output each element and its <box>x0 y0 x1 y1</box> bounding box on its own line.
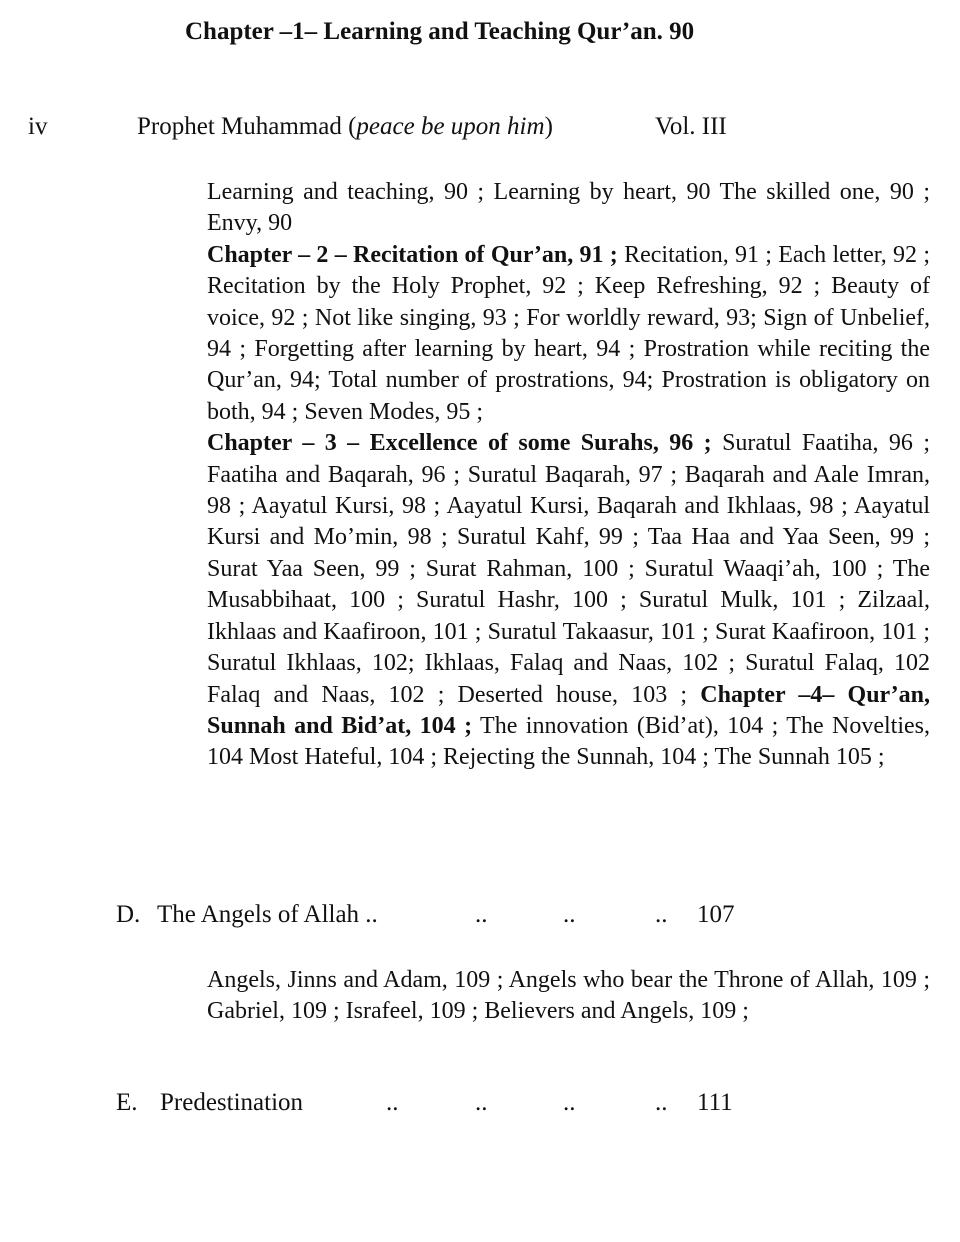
section-letter: D. <box>116 901 141 928</box>
chapter-3-heading: Chapter – 3 – Excellence of some Surahs, 96 ; <box>207 430 712 457</box>
running-head-title-start: Prophet Muhammad ( <box>137 113 357 140</box>
chapter-1-entries: Learning and teaching, 90 ; Learning by heart, 90 The skilled one, 90 ; Envy, 90 <box>207 179 930 237</box>
running-head-title <box>137 113 553 141</box>
section-page-number: 107 <box>697 901 735 928</box>
leader-dots: .. <box>655 1089 668 1116</box>
leader-dots: .. <box>563 1089 576 1116</box>
leader-dots: .. <box>386 1089 399 1116</box>
chapter-3-entries: Suratul Faatiha, 96 ; Faatiha and Baqarah, 96 ; Suratul Baqarah, 97 ; Baqarah and Aale Imran, 98 ; Aayatul Kursi, 98 ; Aayatul Kursi, Baqarah and Ikhlaas, 98 ; Aayatul Kursi and Mo’min, 98 ; Suratul Kahf, 99 ; Taa Haa and Yaa Seen, 99 ; Surat Yaa Seen, 99 ; Surat Rahman, 100 ; Suratul Waaqi’ah, 100 ; The Musabbihaat, 100 ; Suratul Hashr, 100 ; Suratul Mulk, 101 ; Zilzaal, Ikhlaas and Kaafiroon, 101 ; Suratul Takaasur, 101 ; Surat Kaafiroon, 101 ; Suratul Ikhlaas, 102; Ikhlaas, Falaq and Naas, 102 ; Suratul Falaq, 102 Falaq and Naas, 102 ; Deserted house, 103 ; <box>207 430 930 708</box>
page-number: iv <box>28 113 48 140</box>
section-letter: E. <box>116 1089 138 1116</box>
running-head-title-end: ) <box>544 113 553 140</box>
chapter-4-heading: Chapter –4– Qur’an, Sunnah and Bid’at, 104 ; <box>207 681 930 739</box>
section-title: Predestination <box>160 1089 304 1116</box>
leader-dots: .. <box>563 901 576 928</box>
angels-entries: Angels, Jinns and Adam, 109 ; Angels who bear the Throne of Allah, 109 ; Gabriel, 109 ; Israfeel, 109 ; Believers and Angels, 109 ; <box>207 967 930 1025</box>
running-head-italic: peace be upon him <box>356 113 545 140</box>
chapter-4-entries: The innovation (Bid’at), 104 ; The Novelties, 104 Most Hateful, 104 ; Rejecting the Sunnah, 104 ; The Sunnah 105 ; <box>207 712 930 771</box>
volume-label: Vol. III <box>655 113 727 140</box>
leader-dots: .. <box>475 1089 488 1116</box>
leader-dots: .. <box>475 901 488 928</box>
angels-paragraph <box>207 965 930 1028</box>
chapter-2-entries: Recitation, 91 ; Each letter, 92 ; Recitation by the Holy Prophet, 92 ; Keep Refreshing, 92 ; Beauty of voice, 92 ; Not like singing, 93 ; For worldly reward, 93; Sign of Unbelief, 94 ; Forgetting after learning by heart, 94 ; Prostration while reciting the Qur’an, 94; Total number of prostrations, 94; Prostration is obligatory on both, 94 ; Seven Modes, 95 ; <box>207 241 931 425</box>
contents-paragraph <box>207 177 930 774</box>
leader-dots: .. <box>655 901 668 928</box>
section-page-number: 111 <box>697 1089 733 1116</box>
chapter-title: Chapter –1– Learning and Teaching Qur’an. 90 <box>185 18 695 45</box>
section-title: The Angels of Allah .. <box>157 901 378 928</box>
chapter-2-heading: Chapter – 2 – Recitation of Qur’an, 91 ; <box>207 241 618 268</box>
